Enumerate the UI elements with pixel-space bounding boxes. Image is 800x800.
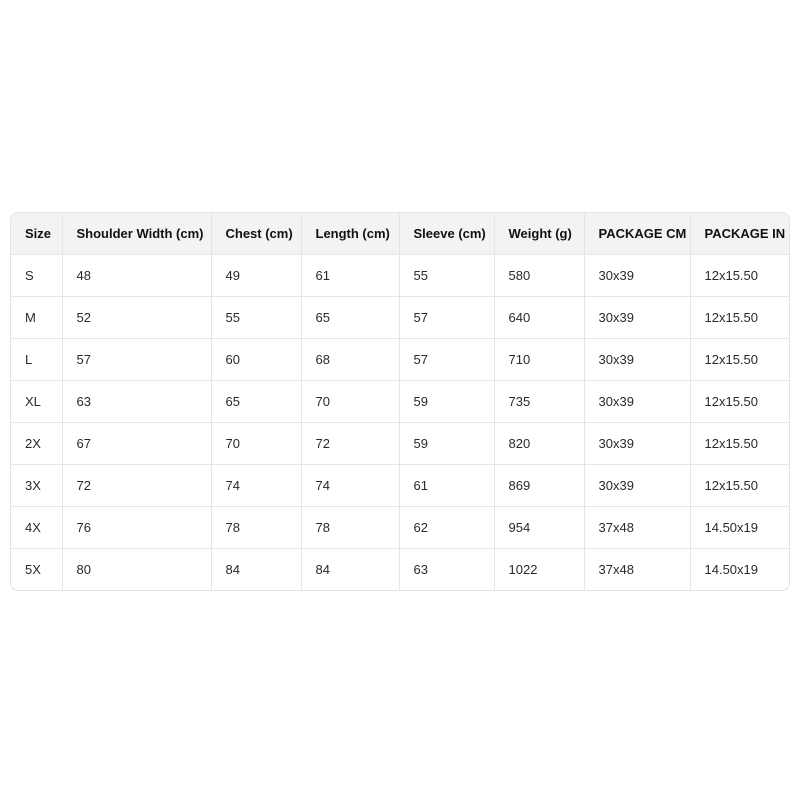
- cell-package-in: 14.50x19: [704, 562, 758, 577]
- cell-sleeve: 57: [399, 339, 494, 381]
- cell-package-cm: 30x39: [584, 423, 690, 465]
- size-chart-table: [10, 212, 790, 591]
- cell-length: 78: [301, 507, 399, 549]
- cell-chest: 78: [211, 507, 301, 549]
- cell-length: 84: [301, 549, 399, 591]
- header-chest: Chest (cm): [211, 213, 301, 255]
- cell-length: 61: [301, 255, 399, 297]
- header-size: Size: [11, 213, 62, 255]
- header-package-cm: PACKAGE CM: [584, 213, 690, 255]
- cell-chest: 70: [211, 423, 301, 465]
- header-sleeve: Sleeve (cm): [399, 213, 494, 255]
- cell-package-in: 12x15.50: [690, 297, 790, 339]
- cell-size: S: [11, 255, 62, 297]
- cell-weight: 735: [494, 381, 584, 423]
- cell-sleeve: 59: [399, 423, 494, 465]
- table-row: [11, 339, 790, 381]
- table-row: [11, 465, 790, 507]
- cell-size: 3X: [11, 465, 62, 507]
- cell-package-cm: 37x48: [584, 549, 690, 591]
- cell-package-cm: 30x39: [584, 339, 690, 381]
- cell-size: M: [11, 297, 62, 339]
- cell-length: 74: [301, 465, 399, 507]
- cell-sleeve: 61: [399, 465, 494, 507]
- table-row: [11, 381, 790, 423]
- header-row: [11, 213, 790, 255]
- cell-chest: 65: [211, 381, 301, 423]
- cell-chest: 74: [211, 465, 301, 507]
- cell-chest: 84: [211, 549, 301, 591]
- header-shoulder-width: Shoulder Width (cm): [62, 213, 211, 255]
- cell-package-in: 12x15.50: [690, 465, 790, 507]
- cell-size: 5X: [11, 549, 62, 591]
- header-weight: Weight (g): [494, 213, 584, 255]
- table-row: [11, 423, 790, 465]
- cell-package-cm: 30x39: [584, 297, 690, 339]
- cell-chest: 55: [211, 297, 301, 339]
- cell-sleeve: 62: [399, 507, 494, 549]
- cell-length: 65: [301, 297, 399, 339]
- cell-sleeve: 63: [399, 549, 494, 591]
- cell-chest: 60: [211, 339, 301, 381]
- cell-weight: 1022: [494, 549, 584, 591]
- cell-weight: 869: [494, 465, 584, 507]
- cell-length: 72: [301, 423, 399, 465]
- table-header: [11, 213, 790, 255]
- cell-package-in: 14.50x19: [690, 507, 790, 549]
- cell-package-cm: 30x39: [584, 381, 690, 423]
- cell-shoulder-width: 72: [62, 465, 211, 507]
- cell-size: L: [11, 339, 62, 381]
- cell-package-cm: 30x39: [584, 255, 690, 297]
- cell-length: 68: [301, 339, 399, 381]
- cell-package-in: 12x15.50: [690, 381, 790, 423]
- cell-package-cm: 37x48: [584, 507, 690, 549]
- header-length: Length (cm): [301, 213, 399, 255]
- table-row: [11, 255, 790, 297]
- size-table: [11, 213, 790, 590]
- cell-package-in: 12x15.50: [690, 339, 790, 381]
- cell-size: 2X: [11, 423, 62, 465]
- cell-shoulder-width: 63: [62, 381, 211, 423]
- cell-package-in: 12x15.50: [690, 255, 790, 297]
- cell-shoulder-width: 76: [62, 507, 211, 549]
- cell-weight: 710: [494, 339, 584, 381]
- table-body: [11, 255, 790, 591]
- cell-length: 70: [301, 381, 399, 423]
- cell-package-in: 12x15.50: [690, 423, 790, 465]
- cell-shoulder-width: 57: [62, 339, 211, 381]
- cell-size: XL: [11, 381, 62, 423]
- cell-weight: 820: [494, 423, 584, 465]
- cell-weight: 640: [494, 297, 584, 339]
- cell-shoulder-width: 52: [62, 297, 211, 339]
- cell-weight: 954: [494, 507, 584, 549]
- cell-chest: 49: [211, 255, 301, 297]
- cell-size: 4X: [11, 507, 62, 549]
- table-row: [11, 549, 790, 591]
- cell-shoulder-width: 67: [62, 423, 211, 465]
- cell-shoulder-width: 48: [62, 255, 211, 297]
- table-row: [11, 507, 790, 549]
- cell-shoulder-width: 80: [62, 549, 211, 591]
- cell-sleeve: 57: [399, 297, 494, 339]
- header-package-in: PACKAGE IN: [690, 213, 790, 255]
- cell-sleeve: 55: [399, 255, 494, 297]
- table-row: [11, 297, 790, 339]
- cell-package-cm: 30x39: [584, 465, 690, 507]
- cell-sleeve: 59: [399, 381, 494, 423]
- cell-weight: 580: [494, 255, 584, 297]
